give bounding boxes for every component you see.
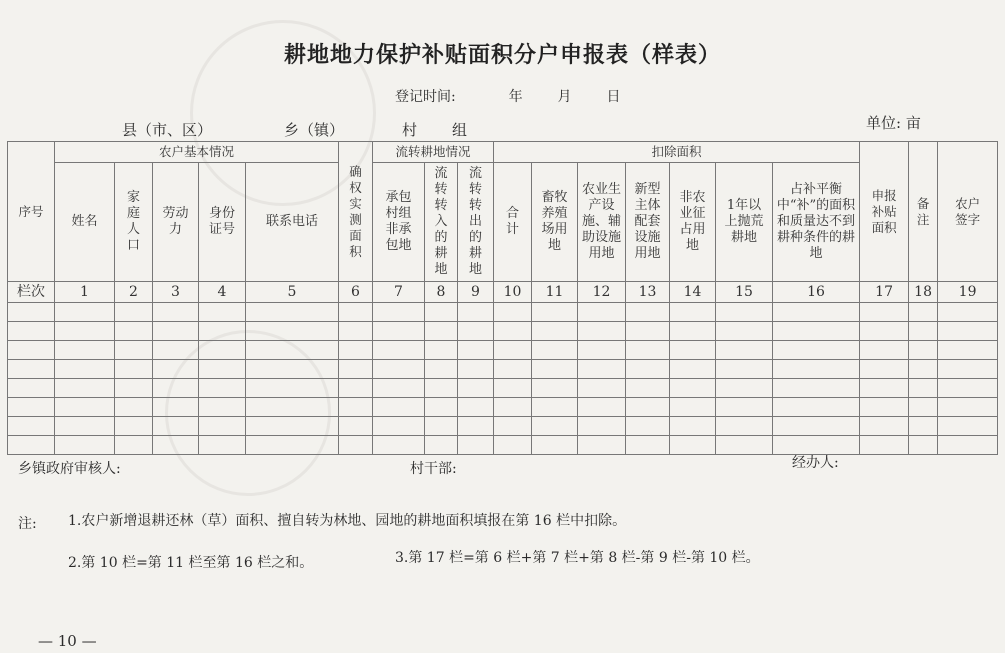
blank-cell[interactable] <box>246 341 339 360</box>
blank-cell[interactable] <box>938 379 998 398</box>
column-number: 9 <box>458 282 494 303</box>
header-transfer-in: 流转转入的耕地 <box>425 163 458 282</box>
blank-cell[interactable] <box>716 379 773 398</box>
blank-cell[interactable] <box>115 398 153 417</box>
column-number: 栏次 <box>8 282 55 303</box>
blank-cell[interactable] <box>532 436 578 455</box>
blank-cell[interactable] <box>909 417 938 436</box>
blank-cell[interactable] <box>425 341 458 360</box>
blank-cell[interactable] <box>494 379 532 398</box>
blank-cell[interactable] <box>373 379 425 398</box>
blank-cell[interactable] <box>938 417 998 436</box>
blank-cell[interactable] <box>626 322 670 341</box>
column-number: 13 <box>626 282 670 303</box>
blank-cell[interactable] <box>938 360 998 379</box>
blank-cell[interactable] <box>670 322 716 341</box>
header-new-subject: 新型主体配套设施用地 <box>626 163 670 282</box>
blank-cell[interactable] <box>494 436 532 455</box>
blank-cell[interactable] <box>626 398 670 417</box>
blank-cell[interactable] <box>373 322 425 341</box>
header-total: 合计 <box>494 163 532 282</box>
blank-cell[interactable] <box>532 417 578 436</box>
blank-cell[interactable] <box>860 322 909 341</box>
blank-cell[interactable] <box>458 436 494 455</box>
column-number: 4 <box>199 282 246 303</box>
blank-cell[interactable] <box>8 322 55 341</box>
blank-cell[interactable] <box>532 379 578 398</box>
blank-cell[interactable] <box>532 303 578 322</box>
blank-cell[interactable] <box>115 379 153 398</box>
blank-cell[interactable] <box>55 398 115 417</box>
location-village: 村 <box>402 121 418 139</box>
blank-cell[interactable] <box>860 379 909 398</box>
column-number: 5 <box>246 282 339 303</box>
blank-cell[interactable] <box>532 360 578 379</box>
blank-cell[interactable] <box>578 303 626 322</box>
blank-cell[interactable] <box>494 303 532 322</box>
blank-cell[interactable] <box>55 417 115 436</box>
blank-cell[interactable] <box>246 379 339 398</box>
blank-cell[interactable] <box>373 436 425 455</box>
blank-cell[interactable] <box>626 417 670 436</box>
blank-cell[interactable] <box>115 417 153 436</box>
blank-cell[interactable] <box>115 341 153 360</box>
header-abandoned: 1年以上抛荒耕地 <box>716 163 773 282</box>
blank-cell[interactable] <box>773 379 860 398</box>
blank-cell[interactable] <box>115 303 153 322</box>
unit-label: 单位: 亩 <box>866 114 921 132</box>
blank-cell[interactable] <box>578 322 626 341</box>
blank-cell[interactable] <box>716 303 773 322</box>
header-confirmed-area: 确权实测面积 <box>339 142 373 282</box>
page-number: — 10 — <box>38 632 97 650</box>
blank-cell[interactable] <box>153 341 199 360</box>
blank-cell[interactable] <box>909 436 938 455</box>
header-agri-facility: 农业生产设施、辅助设施用地 <box>578 163 626 282</box>
blank-cell[interactable] <box>860 341 909 360</box>
blank-entry-row <box>8 398 998 417</box>
blank-cell[interactable] <box>773 303 860 322</box>
blank-cell[interactable] <box>532 398 578 417</box>
blank-cell[interactable] <box>339 322 373 341</box>
blank-entry-row <box>8 436 998 455</box>
blank-cell[interactable] <box>425 322 458 341</box>
note-1: 1.农户新增退耕还林（草）面积、擅自转为林地、园地的耕地面积填报在第 16 栏中扣除。 <box>68 513 627 529</box>
blank-cell[interactable] <box>339 303 373 322</box>
blank-cell[interactable] <box>532 322 578 341</box>
blank-cell[interactable] <box>909 398 938 417</box>
blank-cell[interactable] <box>55 322 115 341</box>
blank-cell[interactable] <box>578 398 626 417</box>
blank-cell[interactable] <box>773 341 860 360</box>
blank-cell[interactable] <box>339 360 373 379</box>
blank-cell[interactable] <box>115 360 153 379</box>
column-number: 7 <box>373 282 425 303</box>
blank-cell[interactable] <box>670 436 716 455</box>
reg-time-label: 登记时间: <box>395 89 456 105</box>
blank-cell[interactable] <box>55 379 115 398</box>
blank-cell[interactable] <box>938 303 998 322</box>
note-2: 2.第 10 栏=第 11 栏至第 16 栏之和。 <box>68 555 314 571</box>
blank-cell[interactable] <box>8 360 55 379</box>
blank-cell[interactable] <box>8 303 55 322</box>
blank-cell[interactable] <box>153 303 199 322</box>
blank-cell[interactable] <box>494 322 532 341</box>
blank-cell[interactable] <box>494 417 532 436</box>
header-phone: 联系电话 <box>246 163 339 282</box>
blank-cell[interactable] <box>494 398 532 417</box>
blank-cell[interactable] <box>670 417 716 436</box>
blank-cell[interactable] <box>494 341 532 360</box>
blank-cell[interactable] <box>246 303 339 322</box>
column-number-row <box>8 282 998 303</box>
blank-cell[interactable] <box>153 398 199 417</box>
blank-cell[interactable] <box>199 417 246 436</box>
header-sign: 农户签字 <box>938 142 998 282</box>
blank-cell[interactable] <box>246 360 339 379</box>
blank-cell[interactable] <box>55 303 115 322</box>
location-town: 乡（镇） <box>284 121 345 139</box>
blank-cell[interactable] <box>425 398 458 417</box>
blank-cell[interactable] <box>153 360 199 379</box>
blank-cell[interactable] <box>373 417 425 436</box>
blank-cell[interactable] <box>199 398 246 417</box>
blank-cell[interactable] <box>716 398 773 417</box>
header-transfer-out: 流转转出的耕地 <box>458 163 494 282</box>
column-number: 16 <box>773 282 860 303</box>
header-balance: 占补平衡中“补”的面积和质量达不到耕种条件的耕地 <box>773 163 860 282</box>
blank-cell[interactable] <box>626 303 670 322</box>
blank-cell[interactable] <box>153 379 199 398</box>
blank-cell[interactable] <box>773 322 860 341</box>
blank-cell[interactable] <box>458 322 494 341</box>
blank-cell[interactable] <box>860 436 909 455</box>
blank-cell[interactable] <box>199 360 246 379</box>
blank-cell[interactable] <box>425 360 458 379</box>
reg-time-day: 日 <box>606 89 621 105</box>
blank-cell[interactable] <box>532 341 578 360</box>
column-number: 14 <box>670 282 716 303</box>
blank-cell[interactable] <box>115 322 153 341</box>
blank-cell[interactable] <box>339 417 373 436</box>
header-livestock: 畜牧养殖场用地 <box>532 163 578 282</box>
column-number: 6 <box>339 282 373 303</box>
blank-cell[interactable] <box>578 360 626 379</box>
header-apply-area: 申报补贴面积 <box>860 142 909 282</box>
blank-cell[interactable] <box>115 436 153 455</box>
blank-cell[interactable] <box>425 379 458 398</box>
location-county: 县（市、区） <box>122 121 213 139</box>
blank-entry-row <box>8 303 998 322</box>
blank-cell[interactable] <box>153 322 199 341</box>
blank-cell[interactable] <box>8 436 55 455</box>
blank-cell[interactable] <box>199 436 246 455</box>
notes-label: 注: <box>18 516 37 532</box>
header-labor: 劳动力 <box>153 163 199 282</box>
blank-cell[interactable] <box>55 436 115 455</box>
blank-cell[interactable] <box>716 360 773 379</box>
blank-cell[interactable] <box>246 436 339 455</box>
blank-cell[interactable] <box>246 417 339 436</box>
handler-label: 经办人: <box>792 455 839 471</box>
blank-cell[interactable] <box>425 436 458 455</box>
blank-cell[interactable] <box>909 341 938 360</box>
blank-entry-row <box>8 322 998 341</box>
blank-cell[interactable] <box>626 341 670 360</box>
blank-cell[interactable] <box>578 436 626 455</box>
town-reviewer-label: 乡镇政府审核人: <box>18 461 121 477</box>
blank-cell[interactable] <box>716 341 773 360</box>
blank-cell[interactable] <box>938 398 998 417</box>
reg-time-month: 月 <box>557 89 572 105</box>
column-number: 19 <box>938 282 998 303</box>
blank-cell[interactable] <box>909 360 938 379</box>
blank-cell[interactable] <box>153 417 199 436</box>
blank-cell[interactable] <box>626 379 670 398</box>
column-number: 10 <box>494 282 532 303</box>
header-nonag: 非农业征占用地 <box>670 163 716 282</box>
blank-cell[interactable] <box>425 417 458 436</box>
registration-time <box>395 86 620 106</box>
blank-cell[interactable] <box>938 436 998 455</box>
column-number: 11 <box>532 282 578 303</box>
header-seq: 序号 <box>8 142 55 282</box>
blank-cell[interactable] <box>199 322 246 341</box>
blank-entry-row <box>8 417 998 436</box>
blank-cell[interactable] <box>458 379 494 398</box>
column-number: 15 <box>716 282 773 303</box>
blank-cell[interactable] <box>716 417 773 436</box>
location-group: 组 <box>452 121 468 139</box>
blank-cell[interactable] <box>373 398 425 417</box>
blank-cell[interactable] <box>339 398 373 417</box>
blank-cell[interactable] <box>246 322 339 341</box>
blank-cell[interactable] <box>860 303 909 322</box>
blank-cell[interactable] <box>246 398 339 417</box>
column-number: 1 <box>55 282 115 303</box>
blank-cell[interactable] <box>373 341 425 360</box>
header-family: 家庭人口 <box>115 163 153 282</box>
blank-cell[interactable] <box>578 417 626 436</box>
group-deduct: 扣除面积 <box>494 142 860 163</box>
blank-cell[interactable] <box>458 303 494 322</box>
blank-cell[interactable] <box>373 360 425 379</box>
blank-cell[interactable] <box>938 322 998 341</box>
header-remark: 备注 <box>909 142 938 282</box>
blank-cell[interactable] <box>458 398 494 417</box>
column-number: 18 <box>909 282 938 303</box>
blank-cell[interactable] <box>8 379 55 398</box>
blank-cell[interactable] <box>860 417 909 436</box>
blank-cell[interactable] <box>425 303 458 322</box>
blank-cell[interactable] <box>773 360 860 379</box>
page-title: 耕地地力保护补贴面积分户申报表（样表） <box>283 42 721 68</box>
blank-entry-row <box>8 360 998 379</box>
blank-entry-row <box>8 341 998 360</box>
blank-cell[interactable] <box>670 341 716 360</box>
blank-cell[interactable] <box>626 360 670 379</box>
village-cadre-label: 村干部: <box>410 461 457 477</box>
note-3: 3.第 17 栏=第 6 栏+第 7 栏+第 8 栏-第 9 栏-第 10 栏。 <box>395 550 760 566</box>
blank-cell[interactable] <box>373 303 425 322</box>
blank-cell[interactable] <box>716 322 773 341</box>
column-number: 3 <box>153 282 199 303</box>
blank-cell[interactable] <box>670 379 716 398</box>
column-number: 17 <box>860 282 909 303</box>
blank-cell[interactable] <box>909 303 938 322</box>
group-basic-info: 农户基本情况 <box>55 142 339 163</box>
blank-cell[interactable] <box>458 341 494 360</box>
blank-cell[interactable] <box>153 436 199 455</box>
blank-cell[interactable] <box>199 379 246 398</box>
blank-cell[interactable] <box>8 398 55 417</box>
blank-cell[interactable] <box>458 360 494 379</box>
blank-cell[interactable] <box>938 341 998 360</box>
column-number: 8 <box>425 282 458 303</box>
blank-cell[interactable] <box>909 322 938 341</box>
blank-cell[interactable] <box>55 341 115 360</box>
blank-cell[interactable] <box>626 436 670 455</box>
blank-cell[interactable] <box>8 341 55 360</box>
blank-cell[interactable] <box>773 417 860 436</box>
blank-cell[interactable] <box>716 436 773 455</box>
blank-cell[interactable] <box>458 417 494 436</box>
blank-cell[interactable] <box>578 341 626 360</box>
blank-cell[interactable] <box>339 341 373 360</box>
blank-cell[interactable] <box>339 379 373 398</box>
blank-cell[interactable] <box>773 398 860 417</box>
blank-cell[interactable] <box>8 417 55 436</box>
blank-cell[interactable] <box>199 303 246 322</box>
header-contract: 承包村组非承包地 <box>373 163 425 282</box>
blank-cell[interactable] <box>860 360 909 379</box>
blank-cell[interactable] <box>199 341 246 360</box>
blank-cell[interactable] <box>578 379 626 398</box>
column-number: 2 <box>115 282 153 303</box>
header-id: 身份证号 <box>199 163 246 282</box>
column-number: 12 <box>578 282 626 303</box>
blank-cell[interactable] <box>494 360 532 379</box>
blank-cell[interactable] <box>670 398 716 417</box>
blank-cell[interactable] <box>860 398 909 417</box>
blank-cell[interactable] <box>670 303 716 322</box>
blank-entry-row <box>8 379 998 398</box>
blank-cell[interactable] <box>339 436 373 455</box>
reg-time-year: 年 <box>508 89 523 105</box>
blank-cell[interactable] <box>670 360 716 379</box>
group-transfer: 流转耕地情况 <box>373 142 494 163</box>
header-name: 姓名 <box>55 163 115 282</box>
blank-cell[interactable] <box>55 360 115 379</box>
subsidy-application-table <box>7 141 998 455</box>
blank-cell[interactable] <box>909 379 938 398</box>
